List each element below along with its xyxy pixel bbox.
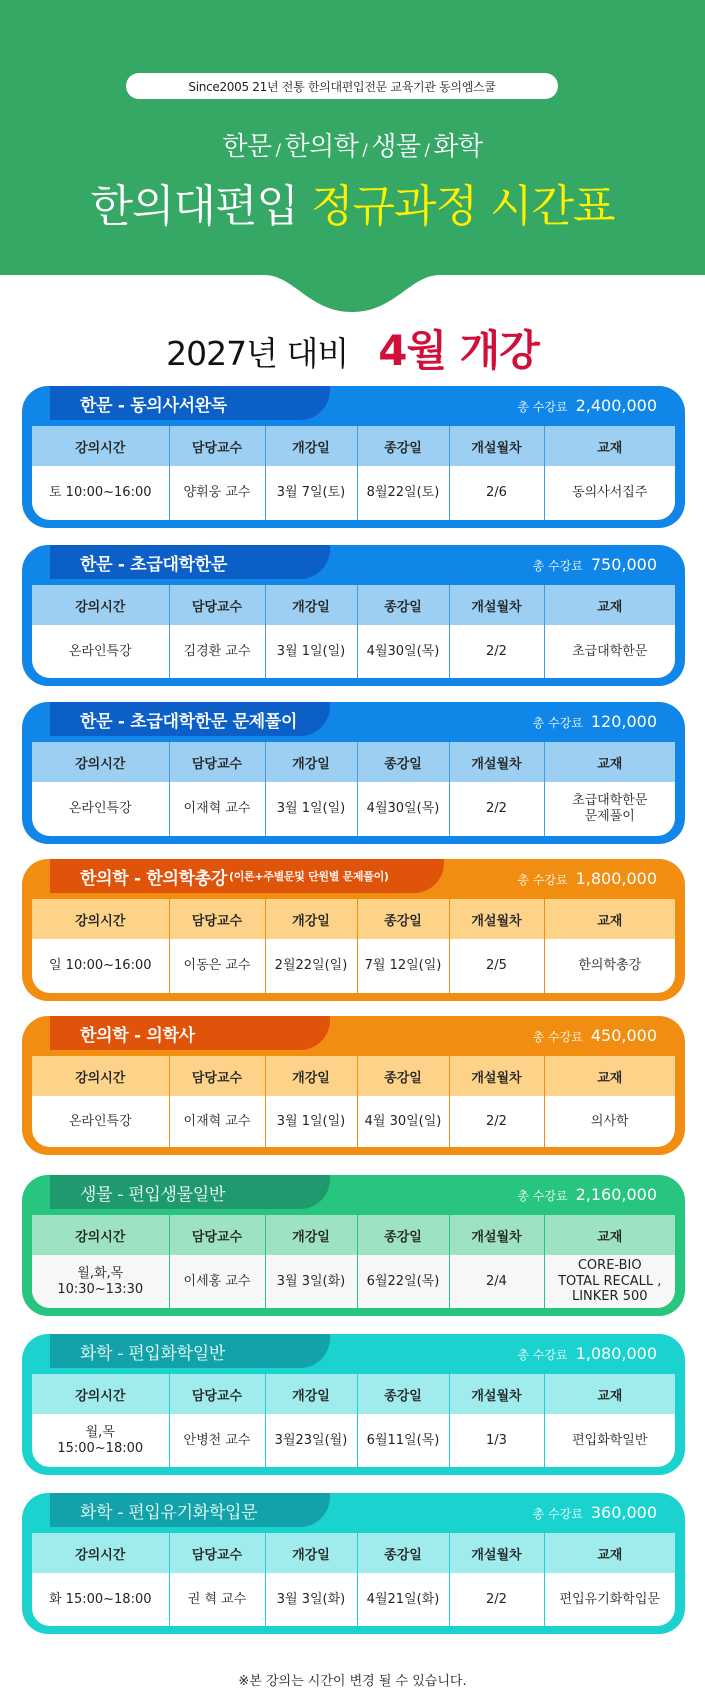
price-value: 750,000 [590, 555, 657, 574]
month-cell: 1/3 [449, 1414, 544, 1467]
schedule-table [32, 1374, 675, 1467]
table-row [32, 939, 675, 993]
start-date-cell: 3월 7일(토) [265, 466, 357, 520]
column-header: 담당교수 [169, 1374, 265, 1414]
schedule-table-wrap [32, 426, 675, 520]
course-title: 한문 - 초급대학한문 [80, 554, 227, 575]
course-header [22, 859, 685, 899]
textbook-cell: 초급대학한문 [544, 625, 675, 678]
column-header: 개설월차 [449, 1533, 544, 1573]
table-row [32, 782, 675, 836]
subject-hanuihak: 한의학 [284, 132, 359, 162]
start-date-cell: 3월 1일(일) [265, 782, 357, 836]
time-cell: 온라인특강 [68, 1113, 132, 1129]
column-header: 강의시간 [32, 1533, 169, 1573]
subject-hanmun: 한문 [222, 132, 272, 162]
price-label: 총 수강료 [517, 1189, 568, 1203]
column-header: 강의시간 [32, 1374, 169, 1414]
course-title: 한의학 - 한의학총강 [80, 868, 227, 889]
column-header: 종강일 [357, 1374, 449, 1414]
subject-chemistry: 화학 [433, 132, 483, 162]
course-title: 화학 - 편입화학일반 [80, 1343, 226, 1364]
course-title: 한문 - 동의사서완독 [80, 395, 227, 416]
time-cell: 온라인특강 [68, 801, 132, 817]
table-header-row [32, 426, 675, 466]
opening-month: 4월 개강 [378, 326, 539, 375]
price-label: 총 수강료 [532, 559, 583, 573]
professor-cell: 김경환 교수 [169, 625, 265, 678]
column-header: 담당교수 [169, 1056, 265, 1096]
professor-cell: 이재혁 교수 [169, 782, 265, 836]
time-cell: 월,화,목 10:30~13:30 [32, 1255, 169, 1308]
column-header: 교재 [544, 1056, 675, 1096]
column-header: 강의시간 [32, 742, 169, 782]
column-header: 종강일 [357, 1056, 449, 1096]
column-header: 개강일 [265, 1533, 357, 1573]
column-header: 강의시간 [32, 1056, 169, 1096]
column-header: 교재 [544, 1533, 675, 1573]
month-cell: 2/5 [449, 939, 544, 993]
column-header: 종강일 [357, 742, 449, 782]
column-header: 교재 [544, 585, 675, 625]
subject-separator: / [275, 140, 281, 159]
price-label: 총 수강료 [532, 1507, 583, 1521]
end-date-cell: 7월 12일(일) [357, 939, 449, 993]
time-cell: 일 10:00~16:00 [48, 958, 152, 974]
start-date-cell: 3월 1일(일) [265, 1096, 357, 1147]
column-header: 개강일 [265, 1374, 357, 1414]
course-title-tab [50, 545, 330, 579]
column-header: 종강일 [357, 899, 449, 939]
price-value: 360,000 [590, 1503, 657, 1522]
column-header: 담당교수 [169, 1215, 265, 1255]
end-date-cell: 4월 30일(일) [357, 1096, 449, 1147]
price-label: 총 수강료 [517, 873, 568, 887]
course-title-note: (이론+주별문및 단원별 문제풀이) [228, 870, 389, 883]
textbook-cell: CORE-BIO TOTAL RECALL , LINKER 500 [544, 1255, 675, 1308]
price-value: 1,080,000 [575, 1344, 657, 1363]
footnote: ※본 강의는 시간이 변경 될 수 있습니다. [238, 1674, 467, 1689]
column-header: 종강일 [357, 585, 449, 625]
professor-cell: 이세홍 교수 [169, 1255, 265, 1308]
table-row [32, 466, 675, 520]
since-banner: Since2005 21년 전통 한의대편입전문 교육기관 동의엠스쿨 [126, 73, 558, 99]
start-date-cell: 3월23일(월) [265, 1414, 357, 1467]
course-card [22, 859, 685, 1001]
time-cell: 화 15:00~18:00 [48, 1591, 152, 1607]
end-date-cell: 4월30일(목) [357, 625, 449, 678]
course-card [22, 545, 685, 686]
course-price [533, 1503, 657, 1522]
time-cell: 월,목 15:00~18:00 [57, 1424, 144, 1456]
course-title-tab [50, 1175, 330, 1209]
course-title-tab [50, 1334, 330, 1368]
end-date-cell: 6월11일(목) [357, 1414, 449, 1467]
month-cell: 2/4 [449, 1255, 544, 1308]
schedule-table-wrap [32, 899, 675, 993]
column-header: 담당교수 [169, 1533, 265, 1573]
course-title-tab [50, 1016, 330, 1050]
column-header: 개강일 [265, 899, 357, 939]
column-header: 개강일 [265, 1056, 357, 1096]
course-header [22, 1334, 685, 1374]
price-value: 2,160,000 [575, 1185, 657, 1204]
price-value: 120,000 [590, 712, 657, 731]
column-header: 교재 [544, 426, 675, 466]
course-price [517, 869, 657, 888]
course-header [22, 545, 685, 585]
table-header-row [32, 899, 675, 939]
course-card [22, 1175, 685, 1316]
course-price [517, 1344, 657, 1363]
column-header: 종강일 [357, 1533, 449, 1573]
subject-separator: / [362, 140, 368, 159]
subject-list [0, 126, 705, 163]
month-cell: 2/2 [449, 625, 544, 678]
column-header: 강의시간 [32, 1215, 169, 1255]
course-price [517, 396, 657, 415]
course-header [22, 1493, 685, 1533]
time-cell: 토 10:00~16:00 [48, 485, 152, 501]
end-date-cell: 6월22일(목) [357, 1255, 449, 1308]
table-header-row [32, 585, 675, 625]
schedule-table [32, 1533, 675, 1626]
course-card [22, 386, 685, 528]
page-title [0, 170, 705, 234]
course-title-tab [50, 386, 330, 420]
start-date-cell: 3월 3일(화) [265, 1573, 357, 1626]
column-header: 개설월차 [449, 585, 544, 625]
professor-cell: 양휘웅 교수 [169, 466, 265, 520]
price-label: 총 수강료 [517, 1348, 568, 1362]
start-date-cell: 2월22일(일) [265, 939, 357, 993]
column-header: 담당교수 [169, 742, 265, 782]
column-header: 개설월차 [449, 899, 544, 939]
schedule-table-wrap [32, 1374, 675, 1467]
course-header [22, 1175, 685, 1215]
table-row [32, 625, 675, 678]
column-header: 강의시간 [32, 899, 169, 939]
column-header: 교재 [544, 899, 675, 939]
column-header: 종강일 [357, 1215, 449, 1255]
course-title: 한문 - 초급대학한문 문제풀이 [80, 711, 298, 732]
column-header: 강의시간 [32, 426, 169, 466]
end-date-cell: 4월30일(목) [357, 782, 449, 836]
column-header: 개설월차 [449, 1215, 544, 1255]
course-card [22, 702, 685, 844]
month-cell: 2/2 [449, 1096, 544, 1147]
table-row [32, 1096, 675, 1147]
column-header: 개설월차 [449, 742, 544, 782]
course-title: 생물 - 편입생물일반 [80, 1184, 226, 1205]
professor-cell: 안병천 교수 [169, 1414, 265, 1467]
column-header: 개설월차 [449, 1056, 544, 1096]
schedule-table-wrap [32, 1215, 675, 1308]
exam-year: 2027년 대비 [166, 334, 349, 373]
column-header: 교재 [544, 1215, 675, 1255]
schedule-table [32, 742, 675, 836]
title-yellow-part: 정규과정 시간표 [311, 181, 615, 232]
course-title-tab [50, 859, 444, 893]
end-date-cell: 4월21일(화) [357, 1573, 449, 1626]
column-header: 담당교수 [169, 426, 265, 466]
table-row [32, 1414, 675, 1467]
price-value: 1,800,000 [575, 869, 657, 888]
table-header-row [32, 1215, 675, 1255]
table-header-row [32, 1056, 675, 1096]
textbook-cell: 초급대학한문 문제풀이 [544, 782, 675, 836]
table-row [32, 1573, 675, 1626]
textbook-cell: 편입유기화학입문 [544, 1573, 675, 1626]
table-header-row [32, 742, 675, 782]
course-card [22, 1493, 685, 1634]
price-label: 총 수강료 [532, 716, 583, 730]
table-header-row [32, 1374, 675, 1414]
column-header: 종강일 [357, 426, 449, 466]
month-cell: 2/6 [449, 466, 544, 520]
column-header: 담당교수 [169, 899, 265, 939]
table-row [32, 1255, 675, 1308]
course-card [22, 1334, 685, 1475]
column-header: 개강일 [265, 585, 357, 625]
column-header: 개설월차 [449, 426, 544, 466]
schedule-table-wrap [32, 585, 675, 678]
end-date-cell: 8월22일(토) [357, 466, 449, 520]
course-header [22, 702, 685, 742]
title-white-part: 한의대편입 [90, 181, 298, 232]
course-header [22, 386, 685, 426]
column-header: 개강일 [265, 742, 357, 782]
schedule-table-wrap [32, 742, 675, 836]
column-header: 개설월차 [449, 1374, 544, 1414]
course-card [22, 1016, 685, 1155]
professor-cell: 권 혁 교수 [169, 1573, 265, 1626]
schedule-table-wrap [32, 1056, 675, 1147]
course-price [533, 712, 657, 731]
start-date-cell: 3월 1일(일) [265, 625, 357, 678]
time-cell: 온라인특강 [68, 643, 132, 659]
price-value: 450,000 [590, 1026, 657, 1045]
price-value: 2,400,000 [575, 396, 657, 415]
column-header: 개강일 [265, 1215, 357, 1255]
schedule-table [32, 899, 675, 993]
course-price [533, 1026, 657, 1045]
course-title-tab [50, 702, 330, 736]
start-date-cell: 3월 3일(화) [265, 1255, 357, 1308]
course-title: 한의학 - 의학사 [80, 1025, 195, 1046]
subject-biology: 생물 [371, 132, 421, 162]
column-header: 담당교수 [169, 585, 265, 625]
course-title-tab [50, 1493, 330, 1527]
textbook-cell: 편입화학일반 [544, 1414, 675, 1467]
textbook-cell: 의사학 [544, 1096, 675, 1147]
schedule-table [32, 1215, 675, 1308]
month-cell: 2/2 [449, 782, 544, 836]
hero-banner [0, 0, 705, 320]
course-price [533, 555, 657, 574]
column-header: 교재 [544, 742, 675, 782]
table-header-row [32, 1533, 675, 1573]
textbook-cell: 동의사서집주 [544, 466, 675, 520]
professor-cell: 이재혁 교수 [169, 1096, 265, 1147]
month-cell: 2/2 [449, 1573, 544, 1626]
schedule-table [32, 1056, 675, 1147]
textbook-cell: 한의학총강 [544, 939, 675, 993]
column-header: 교재 [544, 1374, 675, 1414]
schedule-table-wrap [32, 1533, 675, 1626]
price-label: 총 수강료 [517, 400, 568, 414]
schedule-table [32, 426, 675, 520]
course-title: 화학 - 편입유기화학입문 [80, 1502, 258, 1523]
price-label: 총 수강료 [532, 1030, 583, 1044]
subject-separator: / [424, 140, 430, 159]
column-header: 개강일 [265, 426, 357, 466]
column-header: 강의시간 [32, 585, 169, 625]
schedule-table [32, 585, 675, 678]
opening-line [0, 318, 705, 378]
course-price [517, 1185, 657, 1204]
course-header [22, 1016, 685, 1056]
professor-cell: 이동은 교수 [169, 939, 265, 993]
